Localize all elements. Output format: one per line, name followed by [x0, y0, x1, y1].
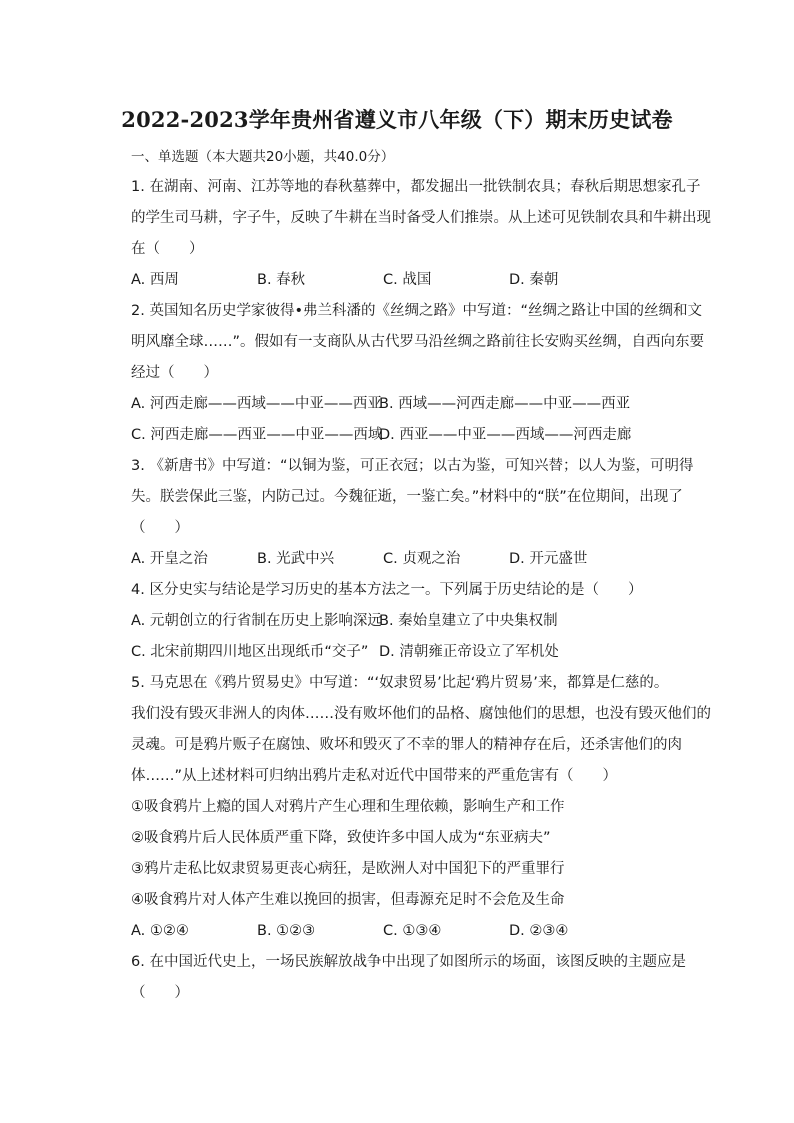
- question-text-line: 2. 英国知名历史学家彼得•弗兰科潘的《丝绸之路》中写道：“丝绸之路让中国的丝绸和文: [131, 303, 703, 319]
- option-d[interactable]: D. 西亚——中亚——西域——河西走廊: [379, 427, 632, 443]
- options-row: [131, 544, 701, 575]
- question-text-line: 体……”从上述材料可归纳出鸦片走私对近代中国带来的严重危害有（ ）: [131, 768, 618, 784]
- option-b[interactable]: B. 秦始皇建立了中央集权制: [379, 613, 558, 629]
- options-row: [131, 916, 701, 947]
- question-3: [131, 451, 701, 575]
- question-text-line: 4. 区分史实与结论是学习历史的基本方法之一。下列属于历史结论的是（ ）: [131, 582, 643, 598]
- question-text-line: 灵魂。可是鸦片贩子在腐蚀、败坏和毁灭了不幸的罪人的精神存在后，还杀害他们的肉: [131, 737, 682, 753]
- option-a[interactable]: A. 河西走廊——西域——中亚——西亚: [131, 396, 382, 412]
- exam-title: 2022-2023学年贵州省遵义市八年级（下）期末历史试卷: [121, 107, 673, 132]
- option-a[interactable]: A. 元朝创立的行省制在历史上影响深远: [131, 613, 382, 629]
- option-d[interactable]: D. 清朝雍正帝设立了军机处: [379, 644, 559, 660]
- options-row: [131, 265, 701, 296]
- question-text-line: 3. 《新唐书》中写道：“以铜为鉴，可正衣冠；以古为鉴，可知兴替；以人为鉴，可明得: [131, 458, 694, 474]
- question-1: [131, 172, 711, 296]
- option-b[interactable]: B. 光武中兴: [257, 551, 335, 567]
- option-a[interactable]: A. 西周: [131, 272, 179, 288]
- question-text-line: 我们没有毁灭非洲人的肉体……没有败坏他们的品格、腐蚀他们的思想，也没有毁灭他们的: [131, 706, 711, 722]
- option-a[interactable]: A. 开皇之治: [131, 551, 208, 567]
- question-text-line: 失。朕尝保此三鉴，内防己过。今魏征逝，一鉴亡矣。”材料中的“朕”在位期间，出现了: [131, 489, 683, 505]
- question-text-line: 经过（ ）: [131, 365, 218, 381]
- question-text-line: 的学生司马耕，字子牛，反映了牛耕在当时备受人们推崇。从上述可见铁制农具和牛耕出现: [131, 210, 711, 226]
- option-a[interactable]: A. ①②④: [131, 923, 189, 939]
- question-5: [131, 668, 711, 947]
- options-row: [131, 637, 701, 668]
- statement-2: ②吸食鸦片后人民体质严重下降，致使许多中国人成为“东亚病夫”: [131, 830, 551, 846]
- question-text-line: 6. 在中国近代史上，一场民族解放战争中出现了如图所示的场面，该图反映的主题应是: [131, 954, 686, 970]
- question-4: [131, 575, 701, 668]
- option-c[interactable]: C. 北宋前期四川地区出现纸币“交子”: [131, 644, 369, 660]
- options-row: [131, 606, 701, 637]
- statement-3: ③鸦片走私比奴隶贸易更丧心病狂，是欧洲人对中国犯下的严重罪行: [131, 861, 565, 877]
- statement-4: ④吸食鸦片对人体产生难以挽回的损害，但毒源充足时不会危及生命: [131, 892, 565, 908]
- question-text-line: 在（ ）: [131, 241, 204, 257]
- options-row: [131, 389, 701, 420]
- option-b[interactable]: B. 春秋: [257, 272, 306, 288]
- question-2: [131, 296, 705, 451]
- question-text-line: 明风靡全球……”。假如有一支商队从古代罗马沿丝绸之路前往长安购买丝绸，自西向东要: [131, 334, 705, 350]
- option-c[interactable]: C. 贞观之治: [383, 551, 461, 567]
- question-text-line: （ ）: [131, 985, 189, 1001]
- options-row: [131, 420, 701, 451]
- question-list: [131, 172, 711, 1009]
- question-text-line: （ ）: [131, 520, 189, 536]
- option-b[interactable]: B. ①②③: [257, 923, 316, 939]
- question-6: [131, 947, 701, 1009]
- option-d[interactable]: D. ②③④: [509, 923, 569, 939]
- statement-1: ①吸食鸦片上瘾的国人对鸦片产生心理和生理依赖，影响生产和工作: [131, 799, 565, 815]
- question-text-line: 1. 在湖南、河南、江苏等地的春秋墓葬中，都发掘出一批铁制农具；春秋后期思想家孔子: [131, 179, 701, 195]
- option-c[interactable]: C. 战国: [383, 272, 432, 288]
- option-d[interactable]: D. 秦朝: [509, 272, 559, 288]
- option-c[interactable]: C. 河西走廊——西亚——中亚——西域: [131, 427, 383, 443]
- option-b[interactable]: B. 西域——河西走廊——中亚——西亚: [379, 396, 631, 412]
- section-heading: 一、单选题（本大题共20小题，共40.0分）: [131, 149, 395, 165]
- option-d[interactable]: D. 开元盛世: [509, 551, 588, 567]
- option-c[interactable]: C. ①③④: [383, 923, 442, 939]
- question-text-line: 5. 马克思在《鸦片贸易史》中写道：“‘奴隶贸易’比起‘鸦片贸易’来，都算是仁慈的。: [131, 675, 669, 691]
